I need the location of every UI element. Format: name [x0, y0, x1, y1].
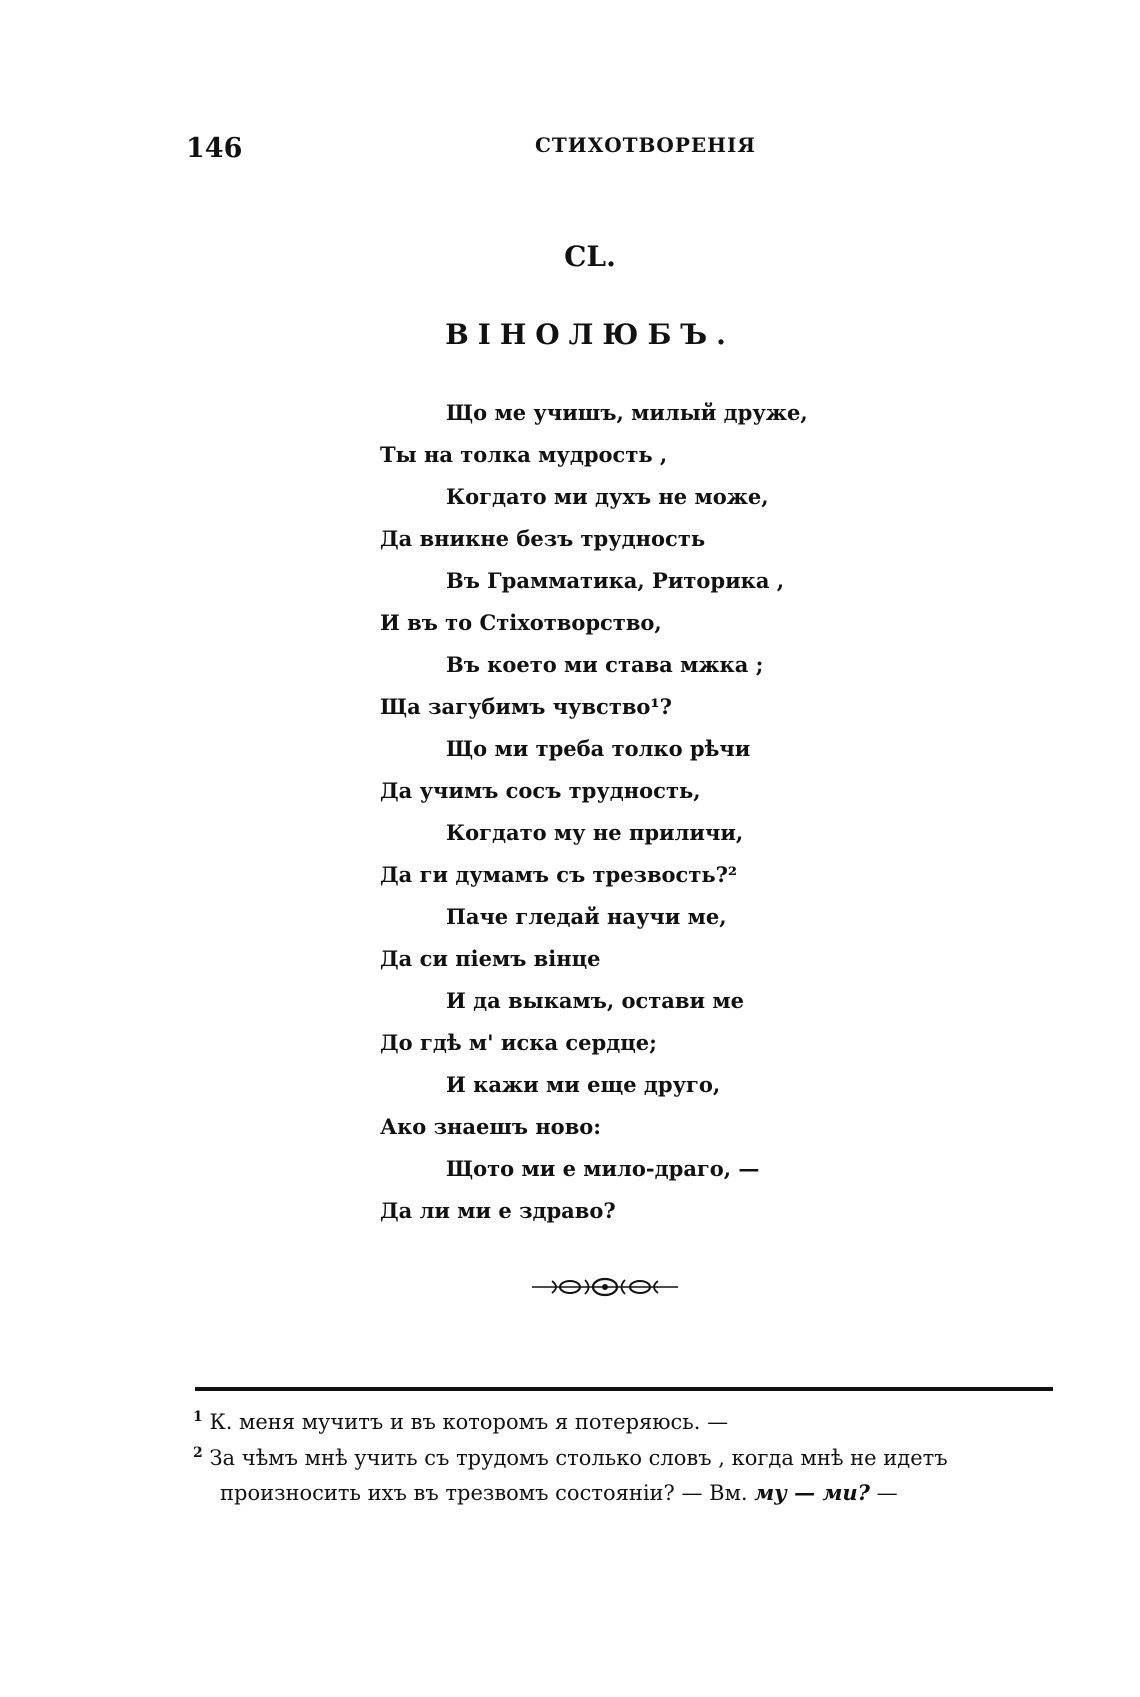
poem-line: И да выкамъ, остави ме [446, 988, 744, 1013]
poem-line: Да ли ми е здраво? [380, 1198, 616, 1223]
footnote-1-mark: 1 [193, 1409, 203, 1425]
poem-line: Ща загубимъ чувство¹? [380, 694, 672, 719]
footnote-rule [195, 1387, 1053, 1391]
poem-section-number: CL. [564, 240, 616, 273]
page-number: 146 [186, 133, 243, 164]
poem-line: Въ което ми става мжка ; [446, 652, 764, 677]
footnote-1 [193, 1410, 728, 1434]
footnote-2-line-2: произносить ихъ въ трезвомъ состояніи? — Вм. [220, 1481, 748, 1505]
footnote-2-continuation [220, 1480, 898, 1505]
poem-line: Що ми треба толко рѣчи [446, 736, 751, 761]
poem-line: Паче гледай научи ме, [446, 904, 727, 929]
footnote-2-italic: му — ми? [754, 1480, 870, 1505]
poem-line: И кажи ми еще друго, [446, 1072, 721, 1097]
running-head: СТИХОТВОРЕНІЯ [535, 133, 757, 157]
ornament-divider [530, 1272, 680, 1302]
footnote-1-text: К. меня мучитъ и въ которомъ я потеряюсь. — [209, 1410, 729, 1434]
poem-line: До гдѣ м' иска сердце; [380, 1030, 657, 1055]
footnote-2 [193, 1446, 948, 1470]
poem-line: Ты на толка мудрость , [380, 442, 668, 467]
poem-line: И въ то Стіхотворство, [380, 610, 662, 635]
poem-line: Да учимъ сосъ трудность, [380, 778, 701, 803]
poem-line: Ако знаешъ ново: [380, 1114, 602, 1139]
poem-line: Когдато му не приличи, [446, 820, 744, 845]
poem-line: Щото ми е мило-драго, — [446, 1156, 760, 1181]
poem-line: Да вникне безъ трудность [380, 526, 706, 551]
poem-line: Когдато ми духъ не може, [446, 484, 769, 509]
poem-line: Въ Грамматика, Риторика , [446, 568, 785, 593]
poem-title: ВІНОЛЮБЪ. [445, 318, 735, 351]
footnote-2-mark: 2 [193, 1445, 203, 1461]
poem-line: Що ме учишъ, милый друже, [446, 400, 808, 425]
footnote-2-end: — [876, 1481, 898, 1505]
poem-line: Да си піемъ вінце [380, 946, 601, 971]
poem-line: Да ги думамъ съ трезвость?² [380, 862, 738, 887]
footnote-2-line-1: За чѣмъ мнѣ учить съ трудомъ столько словъ , когда мнѣ не идетъ [209, 1446, 948, 1470]
